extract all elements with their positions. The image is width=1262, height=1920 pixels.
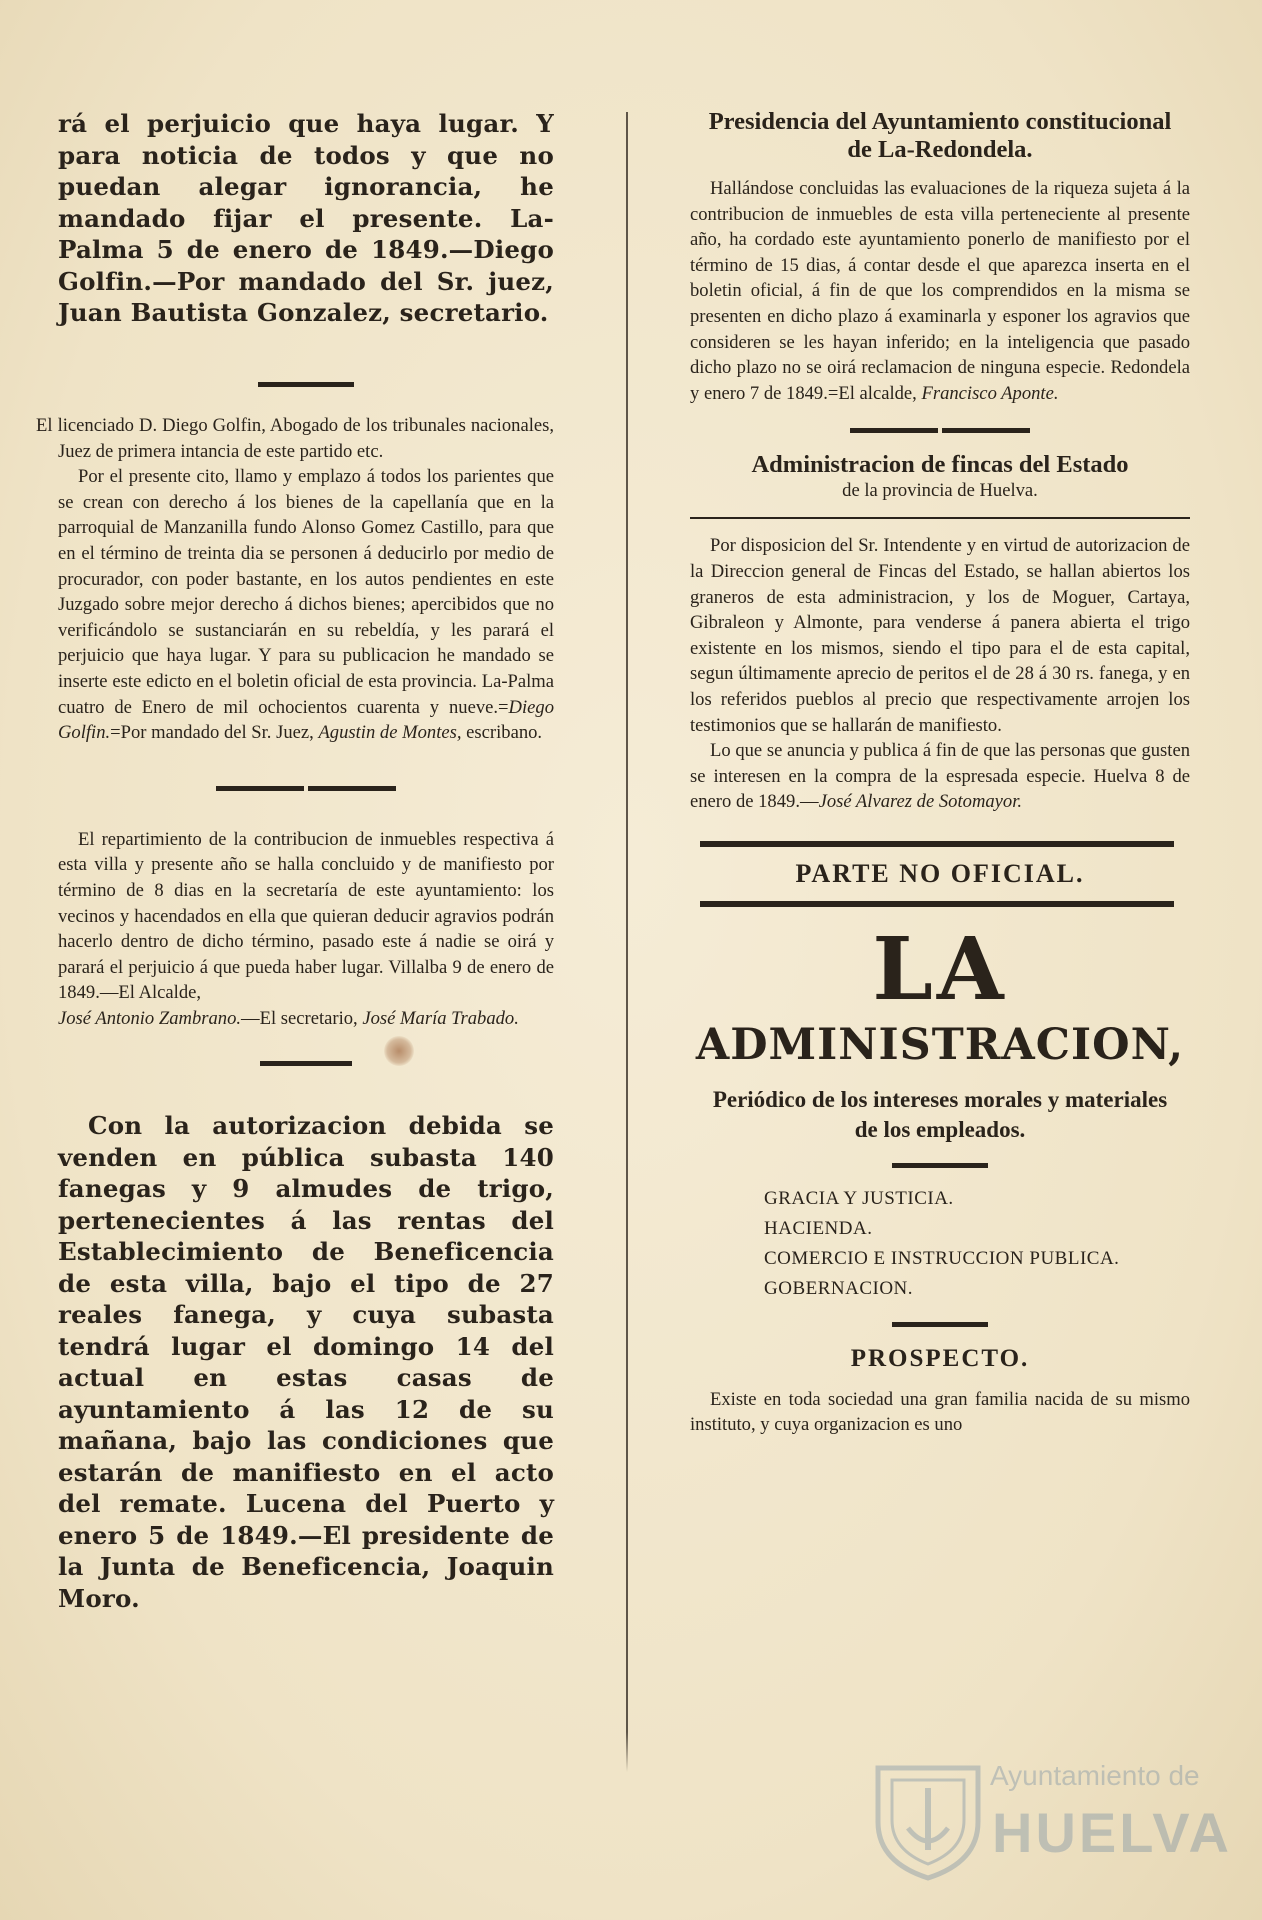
notice-capellania: [36, 413, 554, 746]
notice-body-text: Por el presente cito, llamo y emplazo á todos los parientes que se crean con derecho á los bienes de la capellanía que en la parroquial de Manzanilla fundo Alonso Gomez Castillo, para que en el término de treinta dia se personen á deducirlo por medio de procurador, con poder bastante, en los autos pendientes en este Juzgado sobre mejor derecho á dichos bienes; apercibidos que no verificándolo se sustanciarán en su rebeldía, y les parará el perjuicio que haya lugar. Y para su publicacion he mandado se inserte este edicto en el boletin oficial de esta provincia. La-Palma cuatro de Enero de mil ochocientos cuarenta y nueve.=: [58, 466, 554, 718]
department-item: HACIENDA.: [764, 1217, 873, 1239]
department-item: COMERCIO E INSTRUCCION PUBLICA.: [764, 1247, 1120, 1269]
department-item: GRACIA Y JUSTICIA.: [764, 1187, 954, 1209]
notice-mid-text: =Por mandado del Sr. Juez,: [110, 722, 314, 744]
prospecto-text: Existe en toda sociedad una gran familia nacida de su mismo instituto, y cuya organizacion es uno: [690, 1388, 1190, 1436]
left-column: [36, 108, 554, 1614]
notice-mid-text: —El secretario,: [241, 1007, 358, 1029]
divider-rule: [892, 1163, 988, 1168]
signature-name: José Alvarez de Sotomayor.: [818, 791, 1023, 813]
notice-body-1: Por disposicion del Sr. Intendente y en virtud de autorizacion de la Direccion general de Fincas del Estado, se hallan abiertos los graneros de esta administracion, y los de Moguer, Cartaya, Gibraleon y Almonte, para venderse á panera abierta el trigo existente en los mismos, siendo el tipo para el de esta capital, segun últimamente aprecio de peritos el de 28 á 30 rs. fanega, y en los referidos pueblos al precio que respectivamente arrojen los testimonios que se hallarán de manifiesto.: [690, 535, 1190, 736]
section-subtitle: de la provincia de Huelva.: [842, 480, 1038, 502]
section-title-presidencia: Presidencia del Ayuntamiento constitucional de La-Redondela.: [708, 108, 1172, 163]
department-item: GOBERNACION.: [764, 1277, 914, 1299]
signature-name-2: Agustin de Montes,: [318, 722, 462, 744]
notice-body-2: [690, 738, 1190, 815]
parte-no-oficial-heading: PARTE NO OFICIAL.: [795, 858, 1085, 888]
notice-body: [690, 176, 1190, 406]
right-column: [690, 108, 1190, 1438]
divider-rule: [260, 1061, 352, 1066]
section-title-administracion: Administracion de fincas del Estado: [751, 451, 1129, 479]
watermark-line-2: HUELVA: [992, 1801, 1232, 1864]
divider-rule: [690, 517, 1190, 519]
notice-text: rá el perjuicio que haya lugar. Y para noticia de todos y que no puedan alegar ignorancia, he mandado fijar el presente. La-Palma 5 de enero de 1849.—Diego Golfin.—Por mandado del Sr. juez, Juan Bautista Gonzalez, secretario.: [58, 109, 554, 327]
section-rule: [700, 901, 1174, 907]
notice-body-text: Hallándose concluidas las evaluaciones de la riqueza sujeta á la contribucion de inmuebles de esta villa perteneciente al presente año, ha cordado este ayuntamiento ponerlo de manifiesto por el término de 15 dias, á contar desde el que aparezca inserta en el boletin oficial, á fin de que los comprendidos en la misma se presenten en dicho plazo á examinarla y esponer los agravios que consideren se les hayan inferido; en la inteligencia que pasado dicho plazo no se oirá reclamacion de ninguna especie. Redondela y enero 7 de 1849.=El alcalde,: [690, 178, 1190, 404]
column-divider: [626, 112, 628, 1772]
double-divider-rule: [690, 428, 1190, 433]
divider-rule: [892, 1322, 988, 1327]
double-divider-rule: [58, 786, 554, 791]
masthead-tagline: Periódico de los intereses morales y materiales de los empleados.: [712, 1086, 1168, 1142]
notice-body-text: Lo que se anuncia y publica á fin de que las personas que gusten se interesen en la compra de la espresada especie. Huelva 8 de enero de 1849.—: [690, 740, 1190, 813]
notice-la-palma-end: [58, 108, 554, 334]
watermark-line-1: Ayuntamiento de: [990, 1760, 1200, 1791]
signature-name-2: José María Trabado.: [362, 1007, 519, 1029]
notice-end-text: escribano.: [466, 722, 543, 744]
prospecto-body: [690, 1387, 1190, 1438]
divider-rule: [258, 382, 354, 387]
notice-body: [58, 827, 554, 1032]
masthead-title: ADMINISTRACION,: [695, 1019, 1185, 1070]
notice-villalba: [58, 827, 554, 1032]
notice-redondela: [690, 176, 1190, 406]
signature-name: José Antonio Zambrano.: [58, 1007, 242, 1029]
notice-fincas: [690, 533, 1190, 815]
signature-name: Francisco Aponte.: [921, 382, 1059, 404]
paper-stain: [384, 1036, 414, 1066]
masthead-la: LA: [872, 918, 1008, 1020]
signature-name: Diego Golfin.: [58, 696, 554, 744]
archive-watermark: [868, 1752, 1232, 1892]
notice-lucena-subasta: [58, 1110, 554, 1614]
section-rule: [700, 841, 1174, 847]
notice-text: Con la autorizacion debida se venden en pública subasta 140 fanegas y 9 almudes de trigo, pertenecientes á las rentas del Establecimiento de Beneficencia de esta villa, bajo el tipo de 27 reales fanega, y cuya subasta tendrá lugar el domingo 14 del actual en estas casas de ayuntamiento á las 12 de su mañana, bajo las condiciones que estarán de manifiesto en el acto del remate. Lucena del Puerto y enero 5 de 1849.—El presidente de la Junta de Beneficencia, Joaquin Moro.: [58, 1111, 554, 1613]
notice-body-text: El repartimiento de la contribucion de inmuebles respectiva á esta villa y presente año se halla concluido y de manifiesto por término de 8 dias en la secretaría de este ayuntamiento: los vecinos y hacendados en ella que quieran deducir agravios podrán hacerlo dentro de dicho término, pasado este á nadie se oirá y parará el perjuicio á que pueda haber lugar. Villalba 9 de enero de 1849.—El Alcalde,: [58, 828, 554, 1004]
shield-crest-icon: [868, 1758, 988, 1882]
notice-intro: El licenciado D. Diego Golfin, Abogado de los tribunales nacionales, Juez de primera intancia de este partido etc.: [36, 415, 554, 462]
prospecto-heading: PROSPECTO.: [850, 1344, 1030, 1372]
department-list: [690, 1184, 1190, 1304]
notice-body: [58, 464, 554, 746]
